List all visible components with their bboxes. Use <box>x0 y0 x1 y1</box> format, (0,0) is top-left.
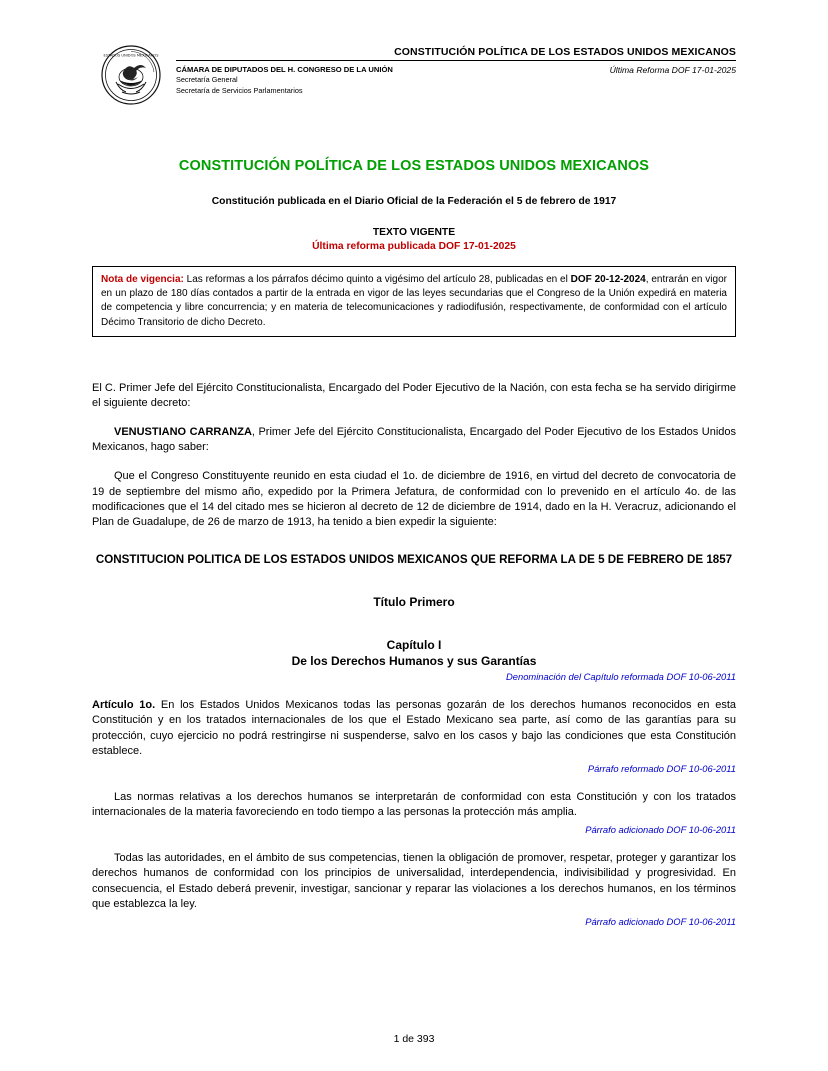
capitulo-number: Capítulo I <box>386 637 442 652</box>
svg-text:ESTADOS UNIDOS MEXICANOS: ESTADOS UNIDOS MEXICANOS <box>103 53 159 58</box>
publication-line: Constitución publicada en el Diario Oficial de la Federación el 5 de febrero de 1917 <box>211 196 617 207</box>
nota-de-vigencia-box <box>92 266 736 337</box>
nota-text-1: Las reformas a los párrafos décimo quinto a vigésimo del artículo 28, publicadas en el <box>183 274 571 285</box>
articulo-1-paragraph-2: Las normas relativas a los derechos humanos se interpretarán de conformidad con esta Constitución y con los tratados internacionales de la materia favoreciendo en todo tiempo a las personas la protección más amplia. <box>92 790 736 819</box>
header-organization <box>176 64 393 96</box>
nota-bold-dof: DOF 20-12-2024 <box>570 274 646 285</box>
last-reform-published: Última reforma publicada DOF 17-01-2025 <box>312 241 516 252</box>
articulo-1-paragraph-3: Todas las autoridades, en el ámbito de sus competencias, tienen la obligación de promover, respetar, proteger y garantizar los derechos humanos de conformidad con los principios de universalidad, interdependencia, indivisibilidad y progresividad. En consecuencia, el Estado deberá prevenir, investigar, sancionar y reparar las violaciones a los derechos humanos, en los términos que establezca la ley. <box>92 852 736 910</box>
articulo-1-paragraph-1 <box>92 698 736 759</box>
paragraph-carranza <box>92 425 736 455</box>
document-header <box>92 44 736 110</box>
note-parrafo-adicionado-2: Párrafo adicionado DOF 10-06-2011 <box>585 915 736 927</box>
document-body <box>92 381 736 929</box>
header-org-line1: CÁMARA DE DIPUTADOS DEL H. CONGRESO DE LA UNIÓN <box>176 65 393 74</box>
page-title: CONSTITUCIÓN POLÍTICA DE LOS ESTADOS UNIDOS MEXICANOS <box>178 158 650 174</box>
articulo-1-text: En los Estados Unidos Mexicanos todas las personas gozarán de los derechos humanos reconocidos en esta Constitución y en los tratados internacionales de los que el Estado Mexicano sea parte, así como de las garantías para su protección, cuyo ejercicio no podrá restringirse ni suspenderse, salvo en los casos y bajo las condiciones que esta Constitución establece. <box>92 699 737 757</box>
paragraph-intro: El C. Primer Jefe del Ejército Constitucionalista, Encargado del Poder Ejecutivo de la Nación, con esta fecha se ha servido dirigirme el siguiente decreto: <box>92 381 736 409</box>
note-parrafo-reformado-1: Párrafo reformado DOF 10-06-2011 <box>587 762 736 774</box>
capitulo-name: De los Derechos Humanos y sus Garantías <box>291 654 537 669</box>
articulo-1-block <box>92 698 736 759</box>
articulo-1-label: Artículo 1o. <box>92 699 156 712</box>
nota-label: Nota de vigencia: <box>101 274 184 285</box>
note-denominacion-capitulo: Denominación del Capítulo reformada DOF 10-06-2011 <box>506 671 736 683</box>
paragraph-congreso: Que el Congreso Constituyente reunido en esta ciudad el 1o. de diciembre de 1916, en virtud del decreto de convocatoria de 19 de septiembre del mismo año, expedido por la Primera Jefatura, de conformidad con lo prevenido en el artículo 4o. de las modificaciones que el 14 del citado mes se hicieron al decreto de 12 de diciembre de 1914, dado en la H. Veracruz, adicionando el Plan de Guadalupe, de 26 de marzo de 1913, ha tenido a bien expedir la siguiente: <box>92 470 736 528</box>
header-org-line3: Secretaría de Servicios Parlamentarios <box>176 85 303 95</box>
header-org-line2: Secretaría General <box>176 75 238 84</box>
carranza-name: VENUSTIANO CARRANZA <box>114 426 252 439</box>
articulo-1-paragraph-3-block <box>92 851 736 912</box>
page-footer: 1 de 393 <box>393 1033 435 1045</box>
texto-vigente-label: TEXTO VIGENTE <box>372 227 456 238</box>
header-last-reform: Última Reforma DOF 17-01-2025 <box>609 65 736 75</box>
carranza-rest: , Primer Jefe del Ejército Constitucionalista, Encargado del Poder Ejecutivo de los Estados Unidos Mexicanos, hago saber: <box>92 426 737 454</box>
heading-constitucion-1857: CONSTITUCION POLITICA DE LOS ESTADOS UNIDOS MEXICANOS QUE REFORMA LA DE 5 DE FEBRERO DE 1857 <box>95 553 733 567</box>
heading-capitulo-i <box>92 637 736 669</box>
note-parrafo-adicionado-1: Párrafo adicionado DOF 10-06-2011 <box>585 824 736 836</box>
header-text-block <box>170 44 736 96</box>
mexican-coat-of-arms-icon <box>92 44 170 106</box>
articulo-1-paragraph-2-block <box>92 790 736 820</box>
nota-text-2: , entrarán en vigor en un plazo de 180 días contados a partir de la entrada en vigor de las leyes secundarias que el Congreso de la Unión expedirá en materia de competencia y libre concurrencia; y en materia de telecomunicaciones y radiodifusión, respectivamente, de conformidad con el artículo Décimo Transitorio de dicho Decreto. <box>101 274 727 328</box>
header-document-title: CONSTITUCIÓN POLÍTICA DE LOS ESTADOS UNIDOS MEXICANOS <box>176 46 736 61</box>
heading-titulo-primero: Título Primero <box>373 595 455 610</box>
